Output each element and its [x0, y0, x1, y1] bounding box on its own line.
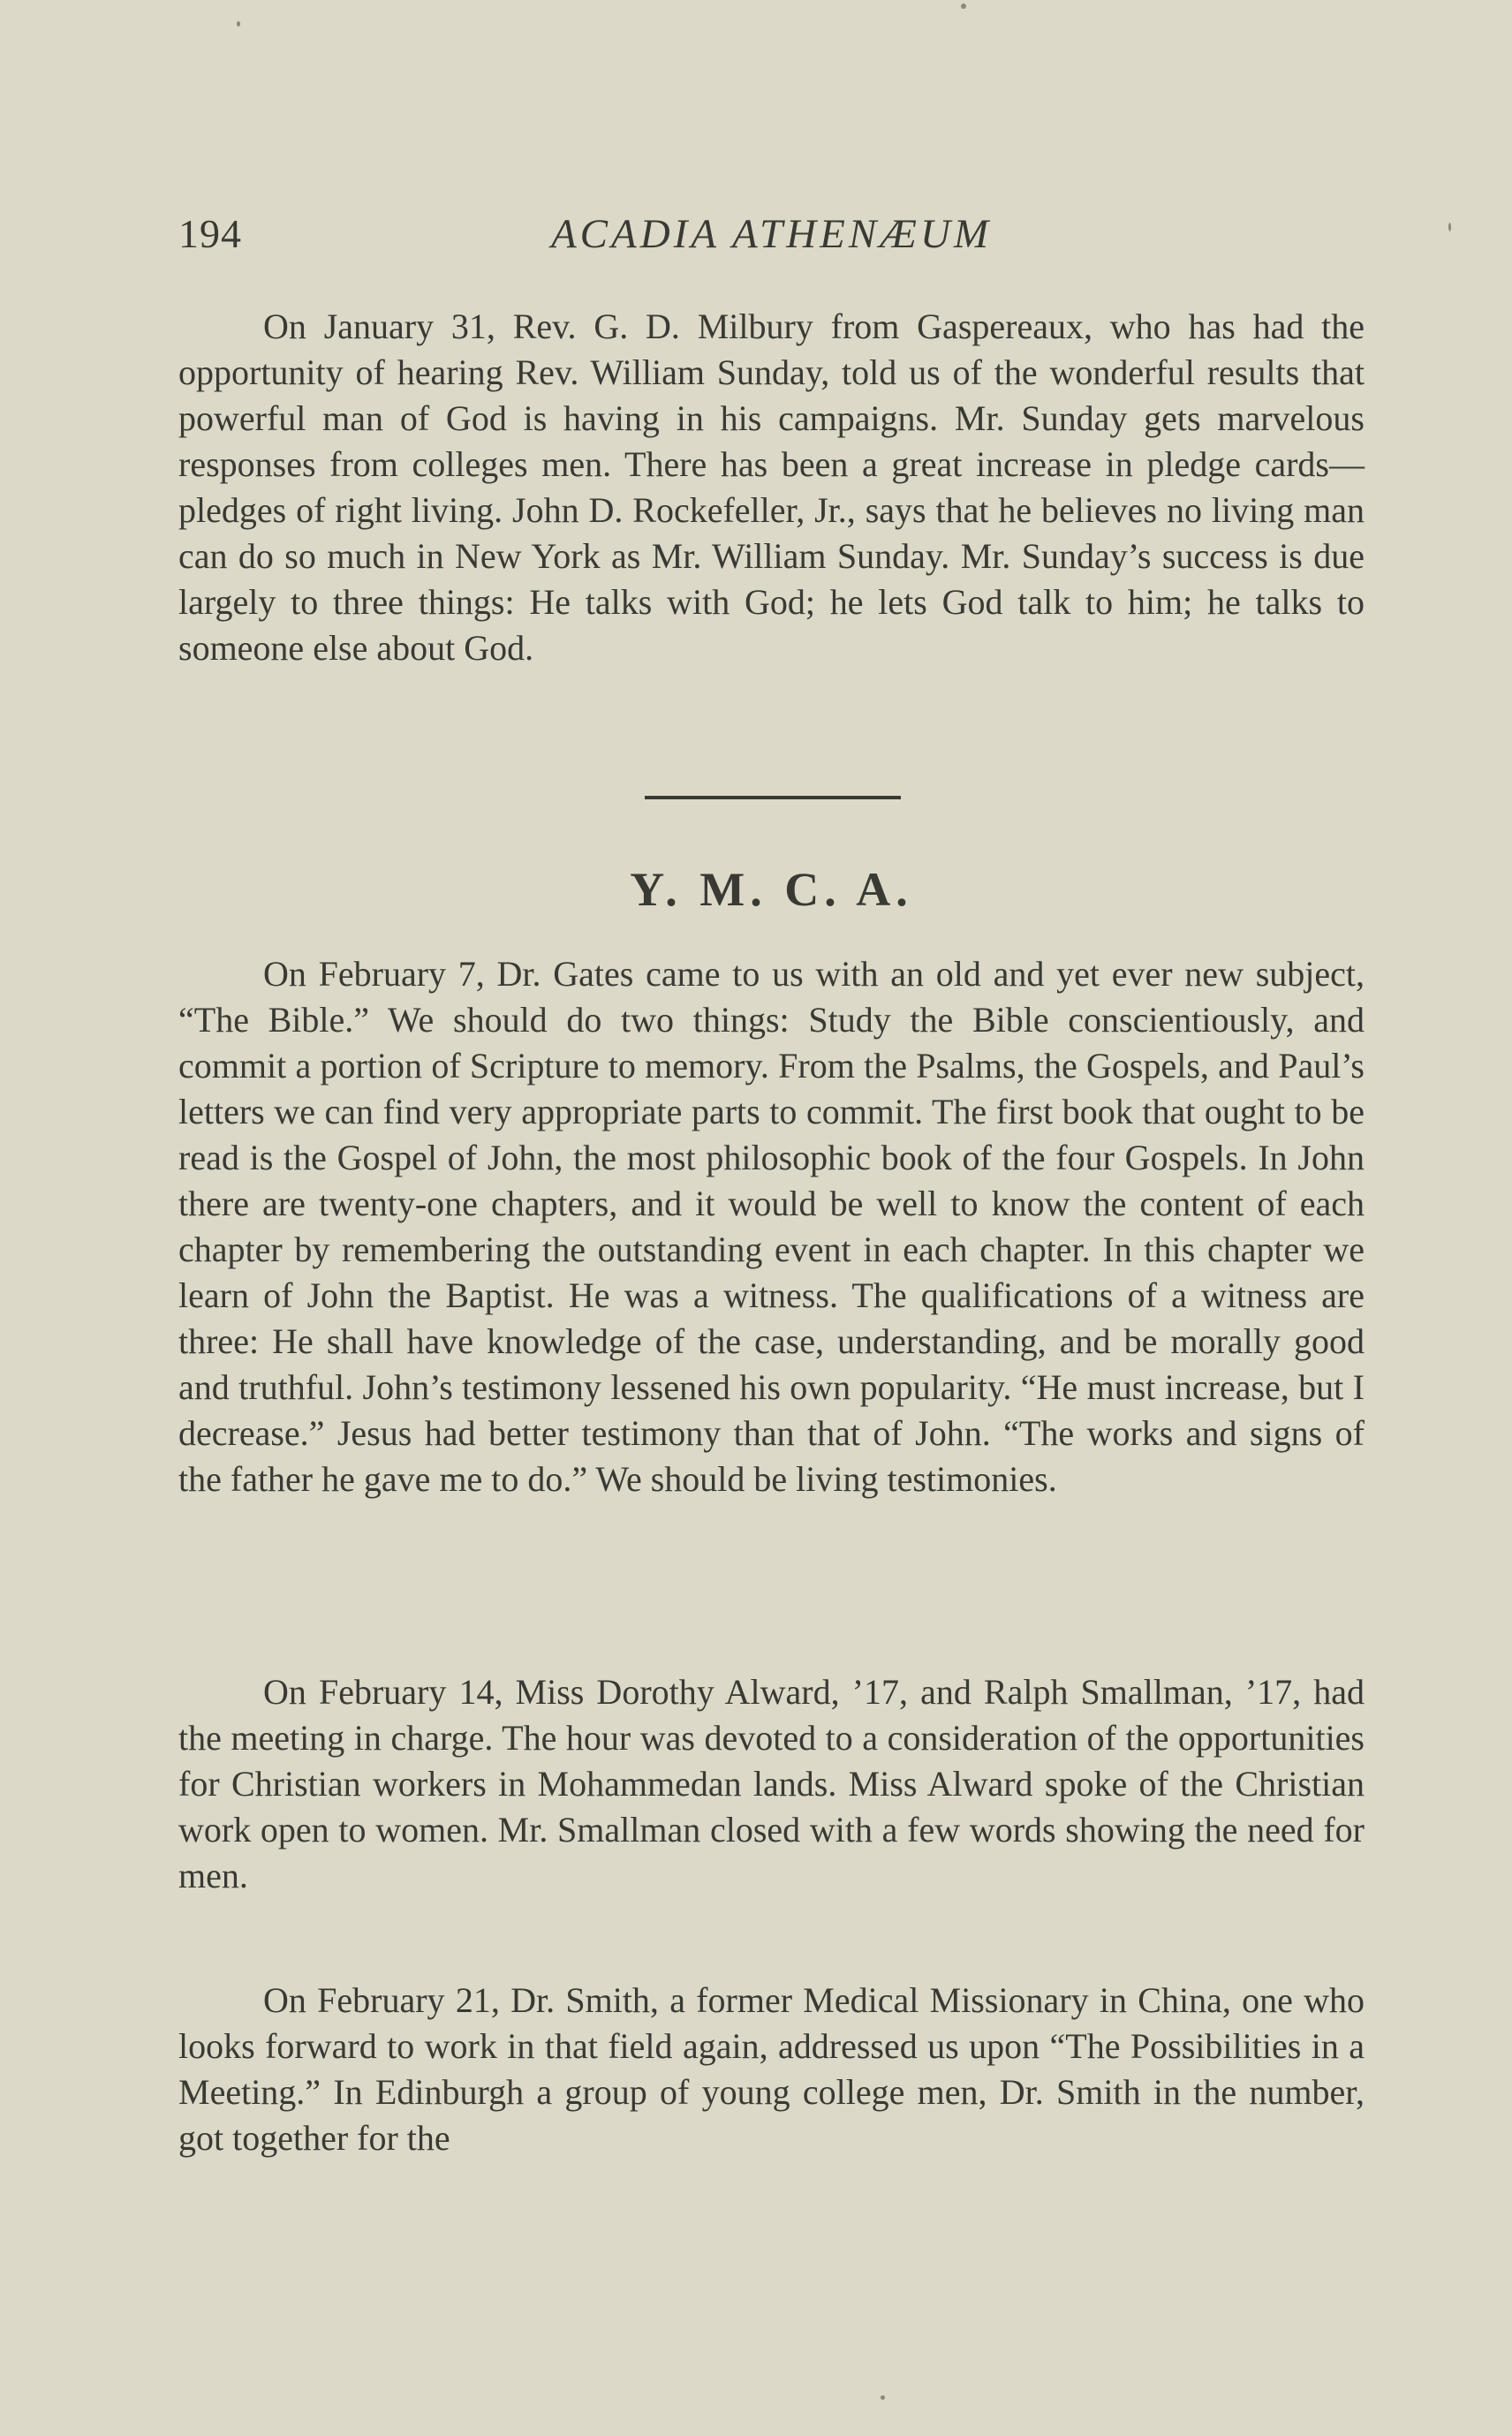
section-heading: Y. M. C. A.: [630, 863, 913, 916]
paper-speck: [237, 21, 240, 26]
page-header: [178, 205, 1365, 267]
paper-speck: [1448, 223, 1451, 231]
running-title: ACADIA ATHENÆUM: [550, 211, 993, 257]
paper-speck: [881, 2395, 885, 2400]
paper-speck: [961, 4, 966, 9]
paragraph-milbury: On January 31, Rev. G. D. Milbury from Gaspereaux, who has had the opportunity of hearing Rev. William Sunday, told us of the wonderful results that powerful man of God is having in his campaigns. Mr. Sunday gets marvelous responses from colleges men. There has been a great increase in pledge cards—pledges of right living. John D. Rockefeller, Jr., says that he believes no living man can do so much in New York as Mr. William Sunday. Mr. Sunday’s success is due largely to three things: He talks with God; he lets God talk to him; he talks to someone else about God.: [178, 306, 1365, 668]
paragraph-gates: On February 7, Dr. Gates came to us with an old and yet ever new subject, “The Bible.” We should do two things: Study the Bible conscientiously, and commit a portion of Scripture to memory. From the Psalms, the Gospels, and Paul’s letters we can find very appropriate parts to commit. The first book that ought to be read is the Gospel of John, the most philosophic book of the four Gospels. In John there are twenty-one chapters, and it would be well to know the content of each chapter by remembering the outstanding event in each chapter. In this chapter we learn of John the Baptist. He was a witness. The qualifications of a witness are three: He shall have knowledge of the case, understanding, and be morally good and truthful. John’s testimony lessened his own popularity. “He must increase, but I decrease.” Jesus had better testimony than that of John. “The works and signs of the father he gave me to do.” We should be living testimonies.: [178, 954, 1365, 1499]
section-divider: [645, 796, 901, 799]
paragraph-smith: On February 21, Dr. Smith, a former Medical Missionary in China, one who looks forward to work in that field again, addressed us upon “The Possibilities in a Meeting.” In Edinburgh a group of young college men, Dr. Smith in the number, got together for the: [178, 1980, 1365, 2158]
paragraph-alward-smallman: On February 14, Miss Dorothy Alward, ’17, and Ralph Smallman, ’17, had the meeting in charge. The hour was devoted to a consideration of the opportunities for Christian workers in Mohammedan lands. Miss Alward spoke of the Christian work open to women. Mr. Smallman closed with a few words showing the need for men.: [178, 1672, 1365, 1895]
page-number: 194: [178, 211, 242, 256]
